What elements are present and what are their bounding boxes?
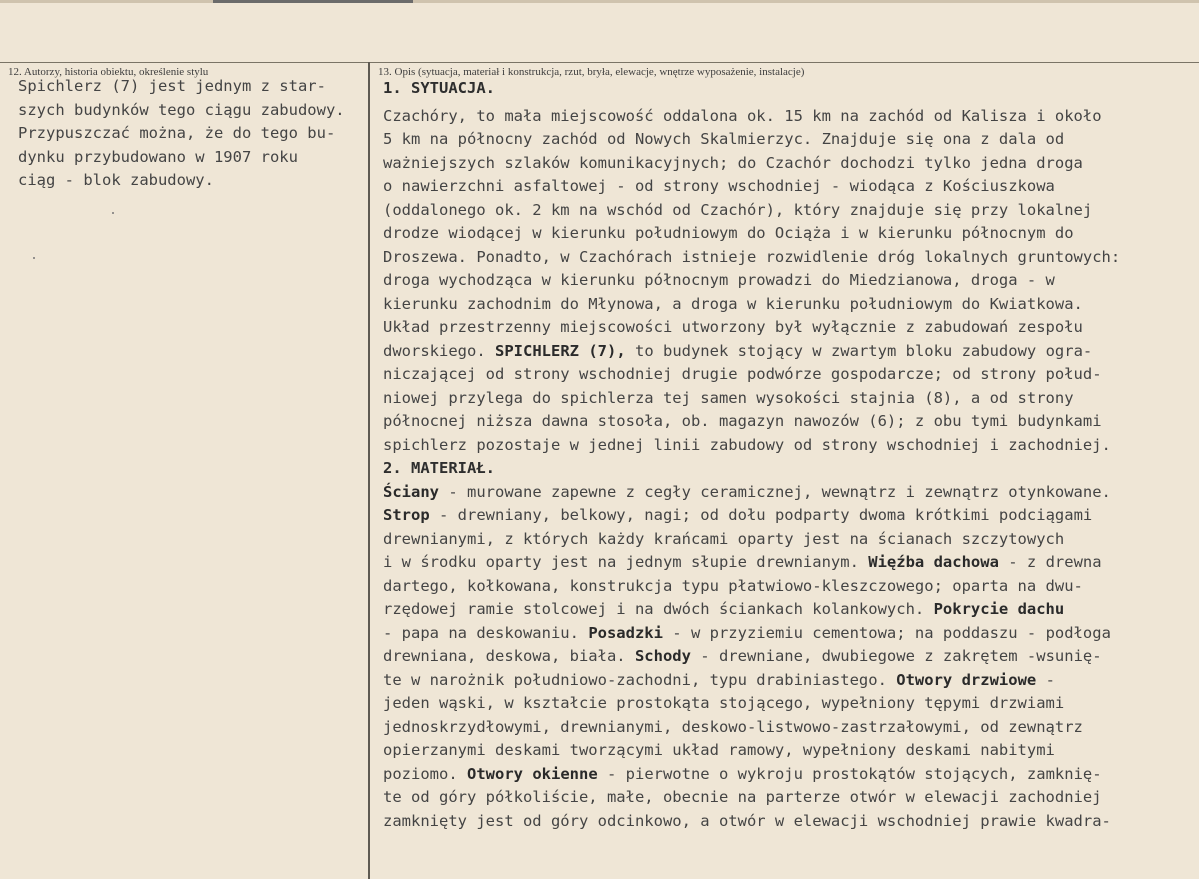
text-line: (oddalonego ok. 2 km na wschód od Czachór), który znajduje się przy lokalnej: [383, 200, 1093, 219]
text-line: Przypuszczać można, że do tego bu-: [18, 124, 336, 142]
text-line: [383, 504, 1120, 528]
text-run: - papa na deskowaniu.: [383, 623, 589, 642]
field-12-text: [18, 75, 345, 193]
text-line: droga wychodząca w kierunku północnym prowadzi do Miedzianowa, droga - w: [383, 271, 1055, 289]
text-line: zamknięty jest od góry odcinkowo, a otwór w elewacji wschodniej prawie kwadra-: [383, 811, 1111, 830]
text-run: dworskiego.: [383, 341, 486, 360]
term-roof-covering: Pokrycie dachu: [933, 600, 1065, 618]
text-run: rzędowej ramie stolcowej i na dwóch ściankach kolankowych.: [383, 600, 934, 618]
text-line: północnej niższa dawna stosoła, ob. magazyn nawozów (6); z obu tymi budynkami: [383, 412, 1102, 430]
text-run: - pierwotne o wykroju prostokątów stojących, zamknię-: [597, 764, 1102, 783]
text-line: 5 km na północny zachód od Nowych Skalmierzyc. Znajduje się ona z dala od: [383, 130, 1065, 148]
text-run: -: [1036, 670, 1055, 689]
term-door-openings: Otwory drzwiowe: [896, 670, 1037, 689]
text-line: kierunku zachodnim do Młynowa, a droga w kierunku południowym do Kwiatkowa.: [383, 294, 1083, 313]
text-line: [383, 481, 1120, 505]
text-line: Spichlerz (7) jest jednym z star-: [18, 77, 326, 95]
term-walls: Ściany: [383, 482, 439, 501]
top-rule-mark: [213, 0, 413, 3]
text-line: [383, 763, 1120, 787]
form-horizontal-rule: [0, 62, 1199, 63]
text-line: o nawierzchni asfaltowej - od strony wschodniej - wiodąca z Kościuszkowa: [383, 177, 1055, 195]
text-run: - drewniane, dwubiegowe z zakrętem -wsunię-: [690, 647, 1102, 665]
text-line: niczającej od strony wschodniej drugie podwórze gospodarcze; od strony połud-: [383, 365, 1102, 383]
text-line: drodze wiodącej w kierunku południowym do Ociąża i w kierunku północnym do: [383, 224, 1074, 242]
column-divider: [368, 62, 370, 879]
text-line: jeden wąski, w kształcie prostokąta stojącego, wypełniony tępymi drzwiami: [383, 694, 1065, 712]
term-roof-truss: Więźba dachowa: [868, 553, 999, 571]
text-run: i w środku oparty jest na jednym słupie drewnianym.: [383, 553, 869, 571]
term-stairs: Schody: [634, 647, 691, 665]
text-run: drewniana, deskowa, biała.: [383, 647, 635, 665]
text-run: te w narożnik południowo-zachodni, typu drabiniastego.: [383, 670, 897, 689]
text-line: jednoskrzydłowymi, drewnianymi, deskowo-listwowo-zastrzałowymi, od zewnątrz: [383, 717, 1083, 736]
paper-speck: [33, 257, 35, 259]
term-ceiling: Strop: [383, 506, 430, 524]
text-line: [383, 551, 1120, 575]
text-line: dartego, kołkowana, konstrukcja typu płatwiowo-kleszczowego; oparta na dwu-: [383, 576, 1083, 595]
text-line: [383, 645, 1120, 669]
text-run: - z drewna: [998, 553, 1102, 571]
paper-speck: [112, 212, 114, 214]
text-line: drewnianymi, z których każdy krańcami oparty jest na ścianach szczytowych: [383, 529, 1065, 548]
text-line: spichlerz pozostaje w jednej linii zabudowy od strony wschodniej i zachodniej.: [383, 435, 1111, 454]
text-run: - murowane zapewne z cegły ceramicznej, wewnątrz i zewnątrz otynkowane.: [439, 482, 1111, 501]
text-line: ważniejszych szlaków komunikacyjnych; do Czachór dochodzi tylko jedna droga: [383, 153, 1083, 172]
text-run: to budynek stojący w zwartym bloku zabudowy ogra-: [625, 341, 1093, 360]
text-line: Czachóry, to mała miejscowość oddalona ok. 15 km na zachód od Kalisza i około: [383, 106, 1102, 125]
term-window-openings: Otwory okienne: [467, 764, 598, 783]
text-line: dynku przybudowano w 1907 roku: [18, 147, 298, 166]
text-line: ciąg - blok zabudowy.: [18, 171, 214, 189]
text-line: niowej przylega do spichlerza tej samen wysokości stajnia (8), a od strony: [383, 388, 1074, 407]
term-floors: Posadzki: [588, 623, 663, 642]
text-run: - w przyziemiu cementowa; na poddaszu - podłoga: [662, 623, 1111, 642]
spichlerz-emphasis: SPICHLERZ (7),: [495, 341, 626, 360]
text-line: [383, 598, 1120, 622]
page-top-edge: [0, 0, 1199, 3]
text-run: - drewniany, belkowy, nagi; od dołu podparty dwoma krótkimi podciągami: [429, 506, 1093, 524]
text-line: [383, 622, 1120, 646]
text-line: [383, 669, 1120, 693]
text-run: poziomo.: [383, 764, 467, 783]
text-line: [383, 340, 1120, 364]
text-line: Droszewa. Ponadto, w Czachórach istnieje rozwidlenie dróg lokalnych gruntowych:: [383, 247, 1121, 266]
section-heading-material: 2. MATERIAŁ.: [383, 459, 495, 477]
field-13-text: [383, 77, 1120, 833]
text-line: opierzanymi deskami tworzącymi układ ramowy, wypełniony deskami nabitymi: [383, 741, 1055, 759]
text-line: szych budynków tego ciągu zabudowy.: [18, 100, 345, 119]
section-heading-situation: 1. SYTUACJA.: [383, 79, 495, 97]
field-13-label: 13. Opis (sytuacja, materiał i konstrukcja, rzut, bryła, elewacje, wnętrze wyposażenie, instalacje): [378, 66, 805, 78]
field-12-label: 12. Autorzy, historia obiektu, określenie stylu: [8, 66, 209, 78]
text-line: te od góry półkoliście, małe, obecnie na parterze otwór w elewacji zachodniej: [383, 788, 1102, 806]
text-line: Układ przestrzenny miejscowości utworzony był wyłącznie z zabudowań zespołu: [383, 318, 1083, 336]
